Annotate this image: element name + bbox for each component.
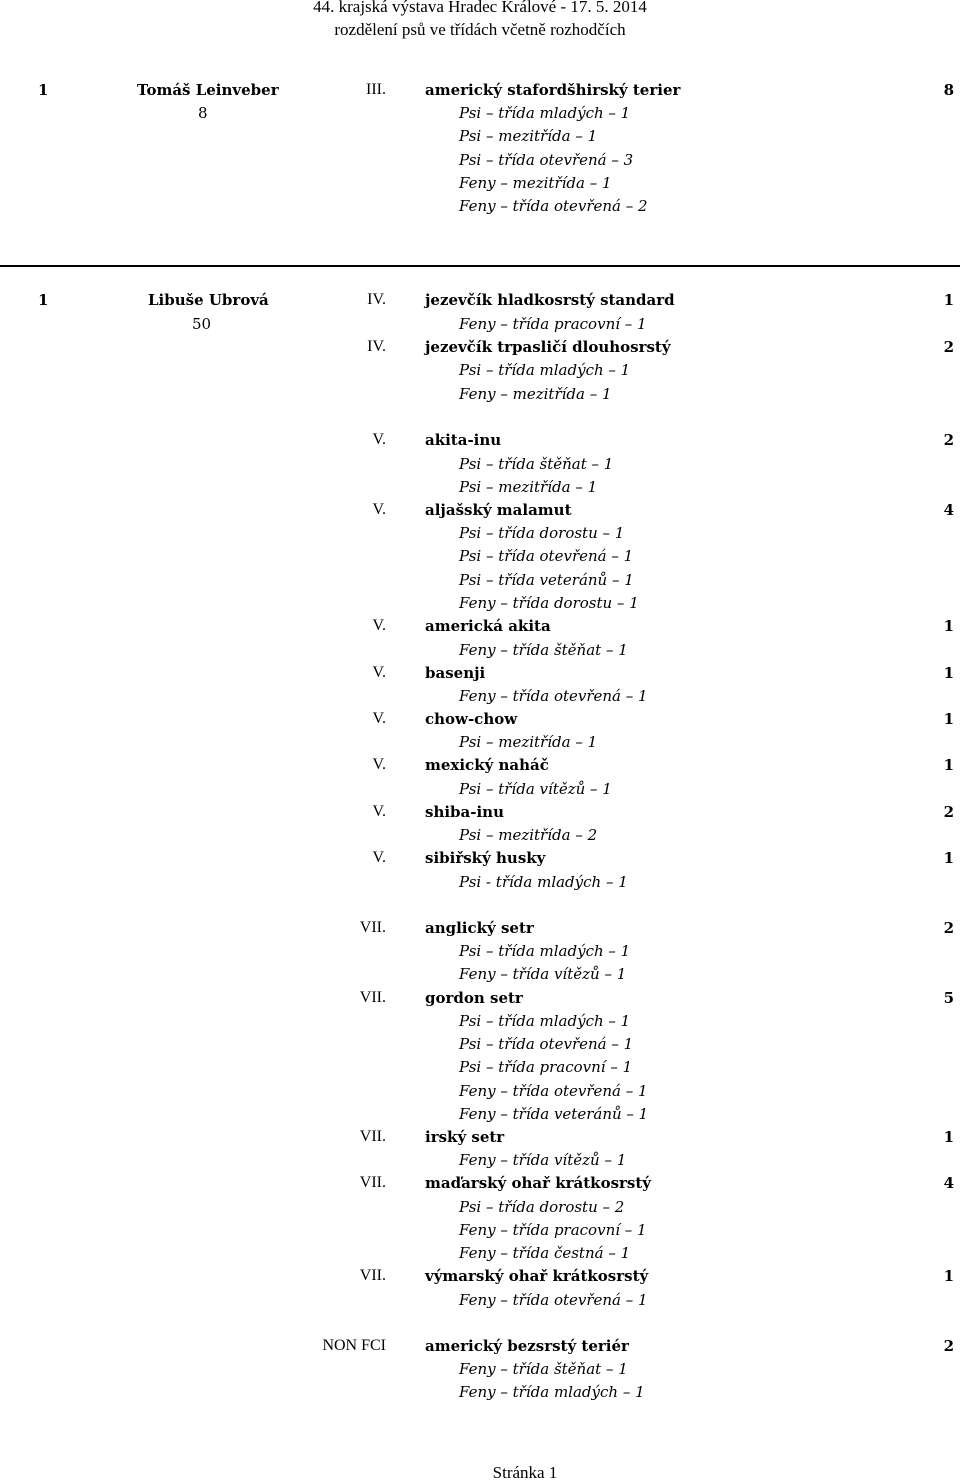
class-entry: Feny – mezitřída – 1 [459,385,612,403]
class-entry: Psi – třída otevřená – 3 [459,151,634,169]
document-title: 44. krajská výstava Hradec Králové - 17. 5. 2014 [313,0,647,16]
breed-name: irský setr [425,1128,505,1146]
fci-group: NON FCI [322,1337,386,1354]
breed-total: 4 [943,1174,954,1192]
class-entry: Feny – třída vítězů – 1 [459,1151,627,1169]
class-entry: Psi - třída mladých – 1 [459,873,628,891]
fci-group: V. [372,501,386,518]
breed-name: chow-chow [425,710,518,728]
breed-name: jezevčík trpasličí dlouhosrstý [425,338,671,356]
class-entry: Feny – třída dorostu – 1 [459,594,639,612]
class-entry: Psi – mezitřída – 1 [459,478,598,496]
fci-group: V. [372,803,386,820]
class-entry: Psi – třída pracovní – 1 [459,1058,633,1076]
breed-name: basenji [425,664,486,682]
breed-name: anglický setr [425,919,534,937]
class-entry: Feny – třída pracovní – 1 [459,1221,647,1239]
breed-name: aljašský malamut [425,501,572,519]
page-number: Stránka 1 [492,1463,558,1482]
breed-total: 1 [943,756,954,774]
breed-total: 1 [943,710,954,728]
class-entry: Psi – mezitřída – 1 [459,733,598,751]
class-entry: Feny – třída pracovní – 1 [459,315,647,333]
breed-total: 2 [943,803,954,821]
class-entry: Feny – mezitřída – 1 [459,174,612,192]
breed-name: americká akita [425,617,551,635]
breed-total: 1 [943,1267,954,1285]
breed-total: 2 [943,919,954,937]
breed-name: jezevčík hladkosrstý standard [425,291,675,309]
fci-group: VII. [359,989,386,1006]
class-entry: Psi – třída mladých – 1 [459,1012,631,1030]
fci-group: III. [366,81,386,98]
class-entry: Feny – třída štěňat – 1 [459,1360,628,1378]
breed-total: 2 [943,1337,954,1355]
breed-total: 2 [943,431,954,449]
fci-group: V. [372,710,386,727]
class-entry: Feny – třída čestná – 1 [459,1244,631,1262]
class-entry: Psi – třída mladých – 1 [459,104,631,122]
class-entry: Feny – třída vítězů – 1 [459,965,627,983]
breed-name: shiba-inu [425,803,504,821]
breed-total: 2 [943,338,954,356]
class-entry: Psi – třída veteránů – 1 [459,571,634,589]
document-subtitle: rozdělení psů ve třídách včetně rozhodčích [334,20,626,39]
class-entry: Feny – třída otevřená – 1 [459,687,648,705]
fci-group: V. [372,849,386,866]
breed-name: americký bezsrstý teriér [425,1337,629,1355]
breed-total: 8 [943,81,954,99]
fci-group: VII. [359,1174,386,1191]
fci-group: V. [372,431,386,448]
fci-group: V. [372,617,386,634]
class-entry: Psi – třída štěňat – 1 [459,455,614,473]
class-entry: Psi – třída dorostu – 1 [459,524,625,542]
class-entry: Feny – třída veteránů – 1 [459,1105,649,1123]
class-entry: Psi – třída mladých – 1 [459,361,631,379]
fci-group: VII. [359,1267,386,1284]
fci-group: IV. [367,291,386,308]
breed-name: gordon setr [425,989,523,1007]
breed-total: 1 [943,664,954,682]
breed-name: akita-inu [425,431,502,449]
fci-group: V. [372,664,386,681]
class-entry: Feny – třída otevřená – 2 [459,197,648,215]
section-divider [0,265,960,267]
class-entry: Feny – třída otevřená – 1 [459,1082,648,1100]
breed-total: 1 [943,617,954,635]
breed-name: výmarský ohař krátkosrstý [425,1267,649,1285]
fci-group: VII. [359,919,386,936]
fci-group: V. [372,756,386,773]
judge-name: Libuše Ubrová [148,291,269,309]
breed-name: americký stafordšhirský terier [425,81,681,99]
class-entry: Feny – třída mladých – 1 [459,1383,645,1401]
class-entry: Psi – třída dorostu – 2 [459,1198,625,1216]
breed-name: mexický naháč [425,756,549,774]
breed-total: 5 [943,989,954,1007]
class-entry: Psi – mezitřída – 1 [459,127,598,145]
class-entry: Feny – třída otevřená – 1 [459,1291,648,1309]
judge-name: Tomáš Leinveber [137,81,279,99]
breed-name: sibiřský husky [425,849,546,867]
breed-total: 4 [943,501,954,519]
breed-total: 1 [943,291,954,309]
judge-dog-count: 8 [198,104,208,122]
class-entry: Psi – třída otevřená – 1 [459,1035,634,1053]
class-entry: Psi – třída otevřená – 1 [459,547,634,565]
judge-dog-count: 50 [192,315,212,333]
class-entry: Psi – třída mladých – 1 [459,942,631,960]
class-entry: Feny – třída štěňat – 1 [459,641,628,659]
class-entry: Psi – třída vítězů – 1 [459,780,612,798]
breed-total: 1 [943,849,954,867]
fci-group: IV. [367,338,386,355]
breed-name: maďarský ohař krátkosrstý [425,1174,652,1192]
judge-number: 1 [38,81,49,99]
judge-number: 1 [38,291,49,309]
class-entry: Psi – mezitřída – 2 [459,826,598,844]
breed-total: 1 [943,1128,954,1146]
fci-group: VII. [359,1128,386,1145]
